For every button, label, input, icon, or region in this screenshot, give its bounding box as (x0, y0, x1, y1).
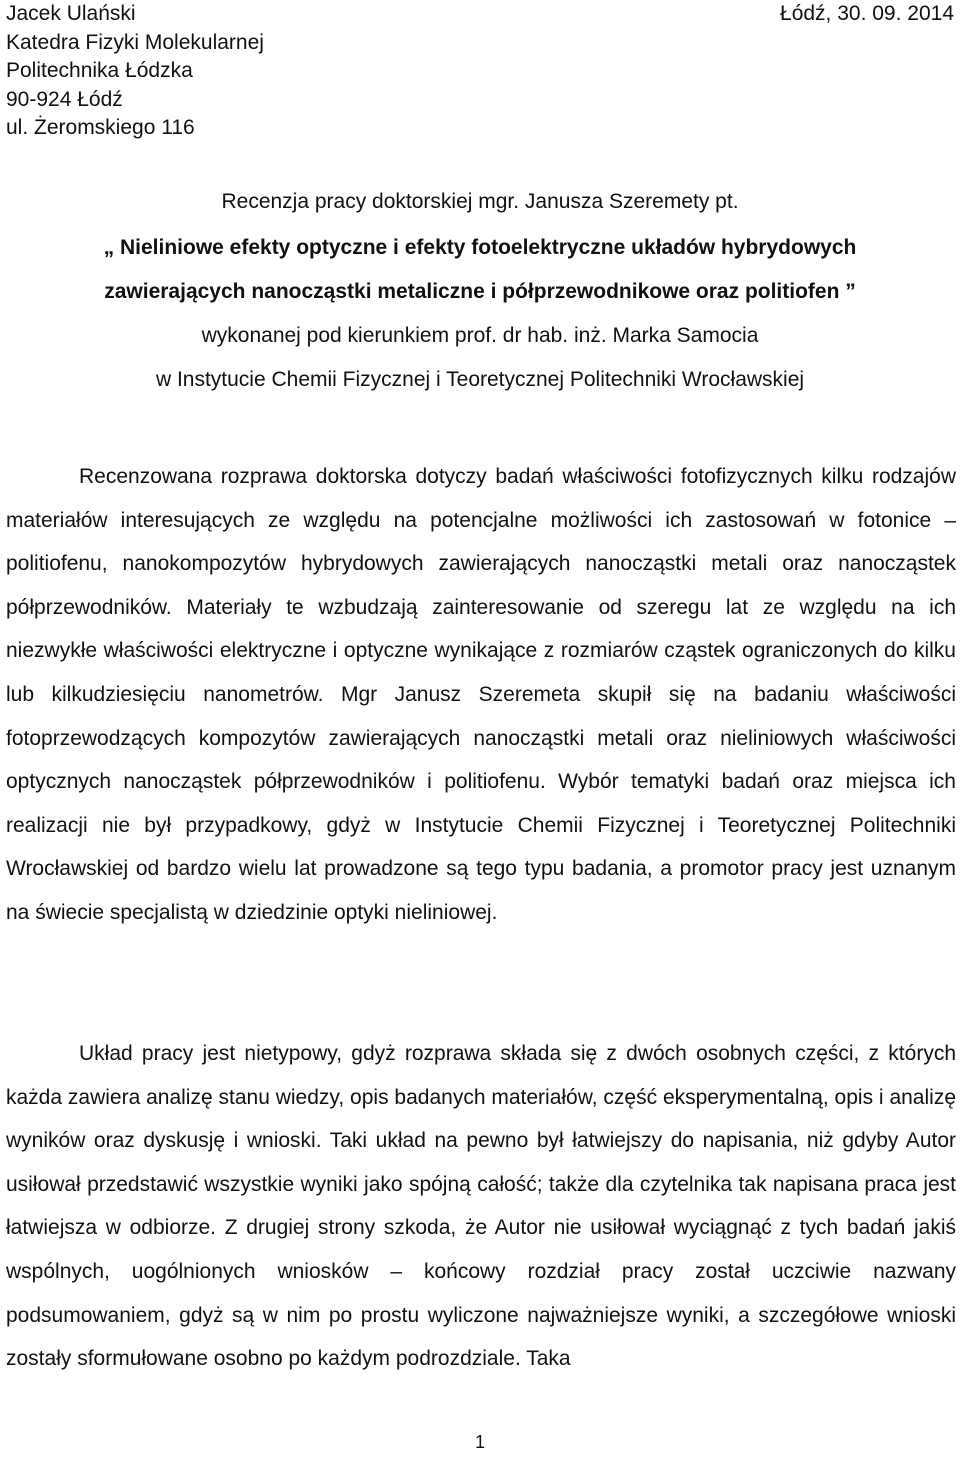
postal-city: 90-924 Łódź (6, 87, 123, 111)
sender-address-block (6, 0, 264, 143)
body-paragraph-1: Recenzowana rozprawa doktorska dotyczy badań właściwości fotofizycznych kilku rodzajów materiałów interesujących ze względu na potencjalne możliwości ich zastosowań w fotonice – politiofenu, nanokompozytów hybrydowych zawierających nanocząstki metali oraz nanocząstek półprzewodników. Materiały te wzbudzają zainteresowanie od szeregu lat ze względu na ich niezwykłe właściwości elektryczne i optyczne wynikające z rozmiarów cząstek ograniczonych do kilku lub kilkudziesięciu nanometrów. Mgr Janusz Szeremeta skupił się na badaniu właściwości fotoprzewodzących kompozytów zawierających nanocząstki metali oraz nieliniowych właściwości optycznych nanocząstek półprzewodników i politiofenu. Wybór tematyki badań oraz miejsca ich realizacji nie był przypadkowy, gdyż w Instytucie Chemii Fizycznej i Teoretycznej Politechniki Wrocławskiej od bardzo wielu lat prowadzone są tego typu badania, a promotor pracy jest uznanym na świecie specjalistą w dziedzinie optyki nieliniowej. (6, 465, 956, 924)
thesis-title-line-1: „ Nieliniowe efekty optyczne i efekty fotoelektryczne układów hybrydowych (103, 236, 857, 259)
body-paragraph-2: Układ pracy jest nietypowy, gdyż rozprawa składa się z dwóch osobnych części, z których każda zawiera analizę stanu wiedzy, opis badanych materiałów, część eksperymentalną, opis i analizę wyników oraz dyskusję i wnioski. Taki układ na pewno był łatwiejszy do napisania, niż gdyby Autor usiłował przedstawić wszystkie wyniki jako spójną całość; także dla czytelnika tak napisana praca jest łatwiejsza w odbiorze. Z drugiej strony szkoda, że Autor nie usiłował wyciągnąć z tych badań jakiś wspólnych, uogólnionych wniosków – końcowy rozdział pracy został uczciwie nazwany podsumowaniem, gdyż są w nim po prostu wyliczone najważniejsze wyniki, a szczegółowe wnioski zostały sformułowane osobno po każdym podrozdziale. Taka (6, 1042, 956, 1371)
author-name: Jacek Ulański (6, 2, 136, 25)
review-title: Recenzja pracy doktorskiej mgr. Janusza Szeremety pt. (221, 190, 739, 213)
department-name: Katedra Fizyki Molekularnej (6, 30, 264, 54)
institute-line: w Instytucie Chemii Fizycznej i Teoretycznej Politechniki Wrocławskiej (155, 368, 805, 391)
university-name: Politechnika Łódzka (6, 59, 193, 82)
place-date: Łódź, 30. 09. 2014 (780, 2, 954, 25)
supervisor-line: wykonanej pod kierunkiem prof. dr hab. inż. Marka Samocia (201, 324, 759, 347)
page-number: 1 (474, 1432, 485, 1452)
thesis-title-line-2: zawierających nanocząstki metaliczne i półprzewodnikowe oraz politiofen ” (104, 280, 856, 303)
street-address: ul. Żeromskiego 116 (6, 116, 195, 139)
thesis-title (0, 226, 960, 314)
